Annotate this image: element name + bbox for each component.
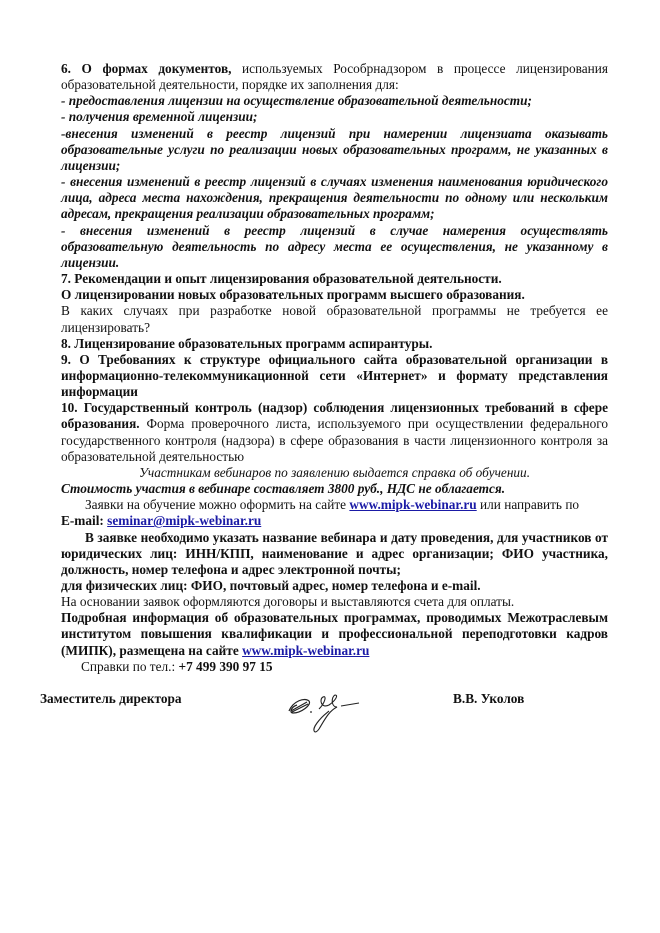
requirements-legal: В заявке необходимо указать название вебинара и дату проведения, для участников от юридических лиц: ИНН/КПП, наименование и адрес организации; ФИО участника, должность, номер телефона и адрес электронной почты; bbox=[61, 529, 608, 577]
info-text: Подробная информация об образовательных программах, проводимых Межотраслевым институтом повышения квалификации и профессиональной переподготовки кадров (МИПК), размещена на сайте bbox=[61, 610, 608, 658]
item6-bullet: - внесения изменений в реестр лицензий в случаях изменения наименования юридического лица, адреса места нахождения, прекращения деятельности по одному или нескольким адресам, прекращения реализации образовательных программ; bbox=[61, 174, 608, 222]
contracts-note: На основании заявок оформляются договоры и выставляются счета для оплаты. bbox=[61, 594, 515, 610]
application-text-before: Заявки на обучение можно оформить на сайте bbox=[85, 497, 350, 513]
contact-label: Справки по тел.: bbox=[81, 658, 179, 674]
handwritten-signature-icon bbox=[283, 685, 373, 735]
document-page bbox=[40, 61, 608, 731]
item10-text: Форма проверочного листа, используемого при осуществлении федерального государственного контроля (надзора) в сфере образования в части лицензионного контроля за образовательной деятельностью bbox=[61, 416, 608, 464]
application-paragraph bbox=[61, 497, 608, 513]
contact-paragraph bbox=[61, 659, 608, 675]
contact-phone: +7 499 390 97 15 bbox=[178, 658, 273, 674]
item9-heading: 9. О Требованиях к структуре официального сайта образовательной организации в информационно-телекоммуникационной сети «Интернет» и формату представления информации bbox=[61, 351, 608, 400]
item6-bullet: - внесения изменений в реестр лицензий в случае намерения осуществлять образовательную деятельность по адресу места ее осуществления, не указанному в лицензии. bbox=[61, 222, 608, 270]
certificate-note: Участникам вебинаров по заявлению выдается справка об обучении. bbox=[138, 464, 531, 480]
email-paragraph bbox=[61, 513, 608, 529]
item6-intro: используемых Рособрнадзором в процессе лицензирования образовательной деятельности, порядке их заполнения для: bbox=[61, 61, 608, 93]
item10-paragraph bbox=[61, 400, 608, 465]
item7-heading: 7. Рекомендации и опыт лицензирования образовательной деятельности. bbox=[61, 271, 502, 287]
item6-bullet: - получения временной лицензии; bbox=[61, 109, 258, 125]
item6-paragraph bbox=[61, 61, 608, 93]
item7-subheading: О лицензировании новых образовательных программ высшего образования. bbox=[61, 287, 525, 303]
signature-position: Заместитель директора bbox=[40, 690, 182, 706]
signature-row bbox=[40, 690, 608, 731]
info-site-link[interactable]: www.mipk-webinar.ru bbox=[242, 642, 370, 658]
price-note: Стоимость участия в вебинаре составляет 3800 руб., НДС не облагается. bbox=[61, 481, 506, 497]
item6-bullet: - предоставления лицензии на осуществление образовательной деятельности; bbox=[61, 93, 532, 109]
email-link[interactable]: seminar@mipk-webinar.ru bbox=[107, 513, 262, 529]
item6-heading: 6. О формах документов, bbox=[61, 61, 232, 76]
signature-name: В.В. Уколов bbox=[453, 690, 525, 706]
item7-question: В каких случаях при разработке новой образовательной программы не требуется ее лицензировать? bbox=[61, 303, 608, 335]
application-text-after: или направить по bbox=[476, 497, 580, 513]
item8-heading: 8. Лицензирование образовательных программ аспирантуры. bbox=[61, 335, 433, 351]
item10-heading: 10. Государственный контроль (надзор) соблюдения лицензионных требований в сфере образования. bbox=[61, 400, 608, 432]
info-paragraph bbox=[61, 610, 608, 658]
email-label: E-mail: bbox=[61, 513, 108, 529]
requirements-individuals: для физических лиц: ФИО, почтовый адрес, номер телефона и e-mail. bbox=[61, 578, 481, 593]
site-link[interactable]: www.mipk-webinar.ru bbox=[349, 497, 477, 513]
item6-bullet: -внесения изменений в реестр лицензий при намерении лицензиата оказывать образовательные услуги по реализации новых образовательных программ, не указанных в лицензии; bbox=[61, 125, 608, 173]
